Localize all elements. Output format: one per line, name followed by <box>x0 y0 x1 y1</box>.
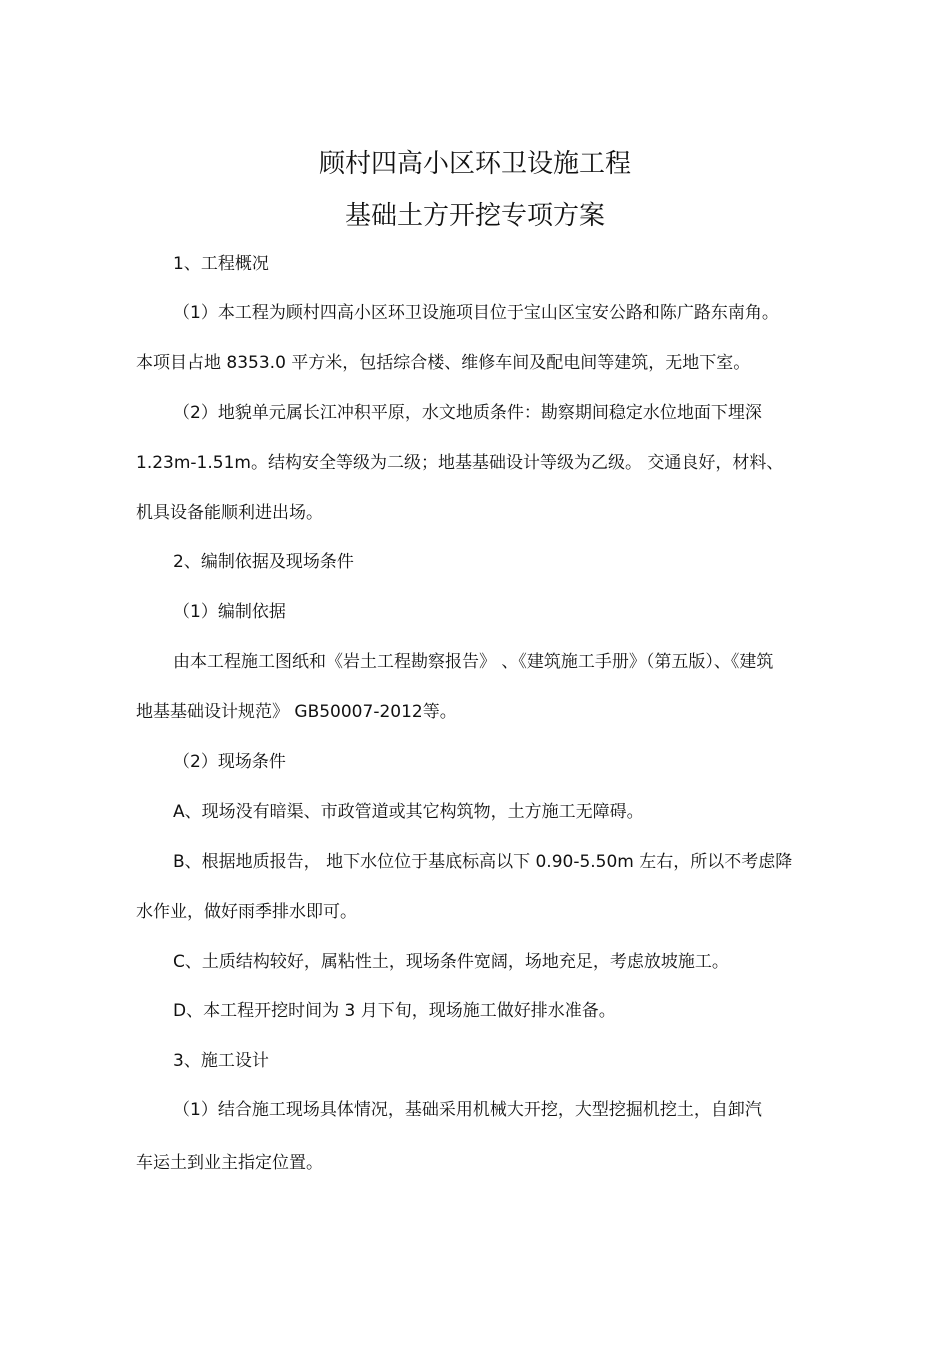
paragraph-line: 机具设备能顺利进出场。 <box>136 503 323 523</box>
paragraph-line: （1）结合施工现场具体情况，基础采用机械大开挖，大型挖掘机挖土，自卸汽 <box>173 1100 762 1120</box>
subsection-heading: （1）编制依据 <box>173 602 286 622</box>
list-item: C、土质结构较好，属粘性土，现场条件宽阔，场地充足，考虑放坡施工。 <box>173 952 729 972</box>
paragraph-line: 由本工程施工图纸和《岩土工程勘察报告》 、《建筑施工手册》（第五版）、《建筑 <box>173 652 774 672</box>
section-heading-basis: 2、编制依据及现场条件 <box>173 552 354 572</box>
subsection-heading: （2）现场条件 <box>173 752 286 772</box>
section-heading-design: 3、施工设计 <box>173 1051 269 1071</box>
paragraph-line: 地基基础设计规范》 GB50007-2012等。 <box>136 702 457 722</box>
list-item: B、根据地质报告， 地下水位位于基底标高以下 0.90-5.50m 左右，所以不考虑降 <box>173 852 793 872</box>
paragraph-line: 水作业，做好雨季排水即可。 <box>136 902 357 922</box>
paragraph-line: 1.23m-1.51m。结构安全等级为二级；地基基础设计等级为乙级。 交通良好，材料、 <box>136 453 784 473</box>
paragraph-line: 车运土到业主指定位置。 <box>136 1153 323 1173</box>
section-heading-overview: 1、工程概况 <box>173 254 269 274</box>
list-item: D、本工程开挖时间为 3 月下旬，现场施工做好排水准备。 <box>173 1001 616 1021</box>
paragraph-line: （2）地貌单元属长江冲积平原，水文地质条件：勘察期间稳定水位地面下埋深 <box>173 403 762 423</box>
paragraph-line: （1）本工程为顾村四高小区环卫设施项目位于宝山区宝安公路和陈广路东南角。 <box>173 303 779 323</box>
paragraph-line: 本项目占地 8353.0 平方米，包括综合楼、维修车间及配电间等建筑，无地下室。 <box>136 353 751 373</box>
document-title-line-2: 基础土方开挖专项方案 <box>344 201 605 231</box>
document-title-line-1: 顾村四高小区环卫设施工程 <box>318 149 631 179</box>
list-item: A、现场没有暗渠、市政管道或其它构筑物，土方施工无障碍。 <box>173 802 644 822</box>
